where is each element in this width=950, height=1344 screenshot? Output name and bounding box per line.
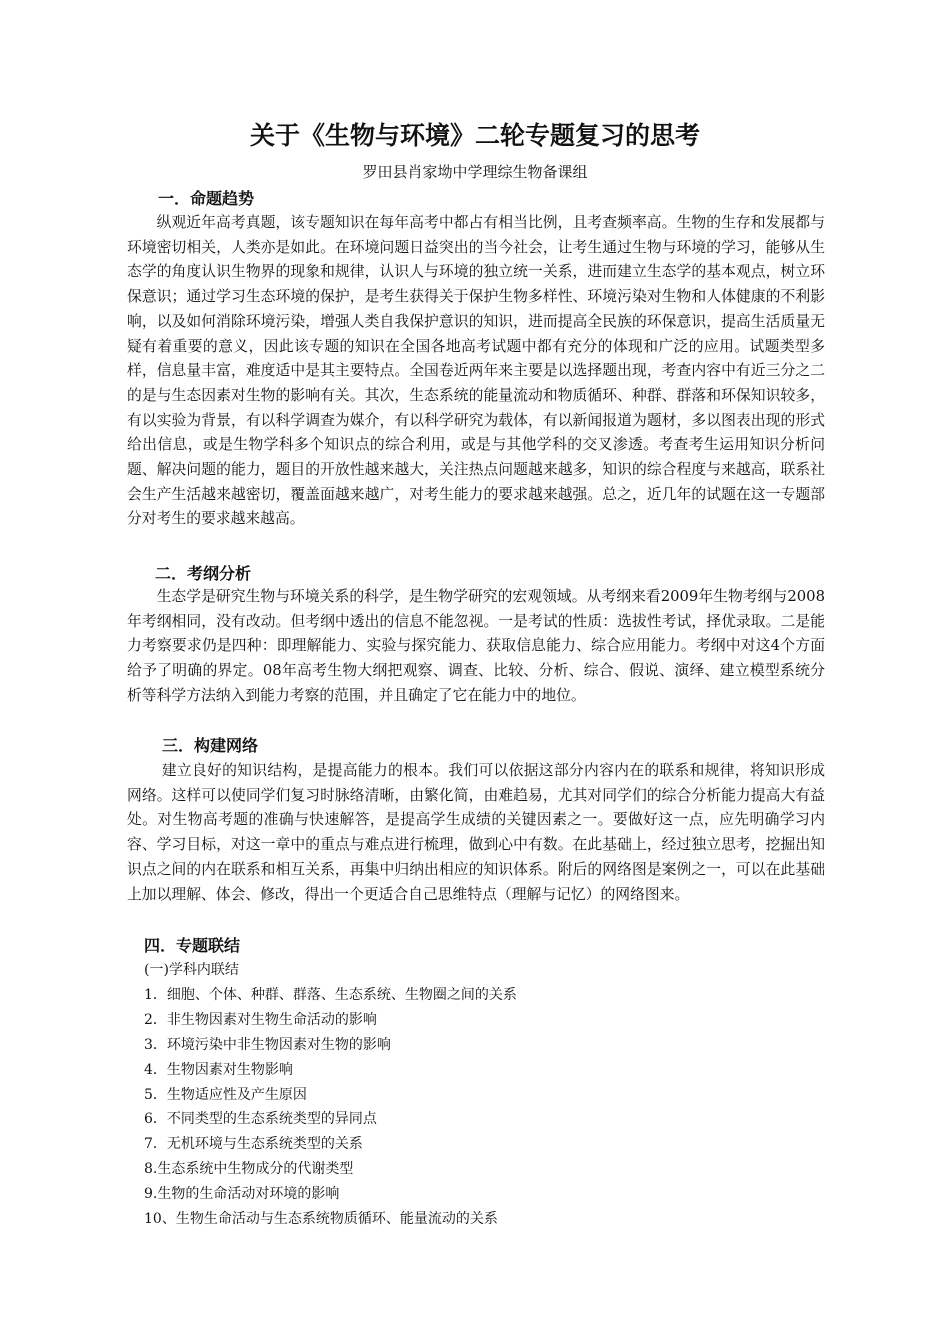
- list-item: 6．不同类型的生态系统类型的异同点: [144, 1111, 377, 1128]
- list-item: 10、生物生命活动与生态系统物质循环、能量流动的关系: [144, 1211, 498, 1228]
- topic-link-list: [144, 958, 517, 1232]
- section-body-1: 纵观近年高考真题，该专题知识在每年高考中都占有相当比例，且考查频率高。生物的生存和发展都与环境密切相关，人类亦是如此。在环境问题日益突出的当今社会，让考生通过生物与环境的学习，能够从生态学的角度认识生物界的现象和规律，认识人与环境的独立统一关系，进而建立生态学的基本观点，树立环保意识；通过学习生态环境的保护，是考生获得关于保护生物多样性、环境污染对生物和人体健康的不利影响，以及如何消除环境污染，增强人类自我保护意识的知识，进而提高全民族的环保意识，提高生活质量无疑有着重要的意义，因此该专题的知识在全国各地高考试题中都有充分的体现和广泛的应用。试题类型多样，信息量丰富，难度适中是其主要特点。全国卷近两年来主要是以选择题出现，考查内容中有近三分之二的是与生态因素对生物的影响有关。其次，生态系统的能量流动和物质循环、种群、群落和环保知识较多，有以实验为背景，有以科学调查为媒介，有以科学研究为载体，有以新闻报道为题材，多以图表出现的形式给出信息，或是生物学科多个知识点的综合利用，或是与其他学科的交叉渗透。考查考生运用知识分析问题、解决问题的能力，题目的开放性越来越大，关注热点问题越来越多，知识的综合程度与来越高，联系社会生产生活越来越密切，覆盖面越来越广，对考生能力的要求越来越强。总之，近几年的试题在这一专题部分对考生的要求越来越高。: [127, 214, 825, 528]
- list-item: (一)学科内联结: [144, 962, 239, 978]
- list-item: 4．生物因素对生物影响: [144, 1061, 293, 1078]
- author-line: 罗田县肖家坳中学理综生物备课组: [362, 163, 588, 181]
- list-item: 8.生态系统中生物成分的代谢类型: [144, 1161, 354, 1178]
- document-title: 关于《生物与环境》二轮专题复习的思考: [249, 121, 700, 150]
- section-body-2: 生态学是研究生物与环境关系的科学，是生物学研究的宏观领域。从考纲来看2009年生物考纲与2008年考纲相同，没有改动。但考纲中透出的信息不能忽视。一是考试的性质：选拔性考试，择优录取。二是能力考察要求仍是四种：即理解能力、实验与探究能力、获取信息能力、综合应用能力。考纲中对这4个方面给予了明确的界定。08年高考生物大纲把观察、调查、比较、分析、综合、假说、演绎、建立模型系统分析等科学方法纳入到能力考察的范围，并且确定了它在能力中的地位。: [127, 588, 825, 704]
- list-item: 5．生物适应性及产生原因: [144, 1086, 307, 1103]
- list-item: 7．无机环境与生态系统类型的关系: [144, 1136, 363, 1153]
- list-item: 1．细胞、个体、种群、群落、生态系统、生物圈之间的关系: [144, 986, 517, 1003]
- section-heading-1: 一．命题趋势: [158, 189, 255, 208]
- list-item: 3．环境污染中非生物因素对生物的影响: [144, 1036, 391, 1053]
- section-heading-4: 四．专题联结: [144, 936, 241, 955]
- section-body-3: 建立良好的知识结构，是提高能力的根本。我们可以依据这部分内容内在的联系和规律，将知识形成网络。这样可以使同学们复习时脉络清晰，由繁化简，由难趋易，尤其对同学们的综合分析能力提高大有益处。对生物高考题的准确与快速解答，是提高学生成绩的关键因素之一。要做好这一点，应先明确学习内容、学习目标，对这一章中的重点与难点进行梳理，做到心中有数。在此基础上，经过独立思考，挖掘出知识点之间的内在联系和相互关系，再集中归纳出相应的知识体系。附后的网络图是案例之一，可以在此基础上加以理解、体会、修改，得出一个更适合自己思维特点（理解与记忆）的网络图来。: [127, 762, 825, 903]
- list-item: 2．非生物因素对生物生命活动的影响: [144, 1011, 377, 1028]
- list-item: 9.生物的生命活动对环境的影响: [144, 1186, 340, 1203]
- section-heading-3: 三．构建网络: [162, 736, 259, 755]
- section-heading-2: 二．考纲分析: [155, 564, 252, 583]
